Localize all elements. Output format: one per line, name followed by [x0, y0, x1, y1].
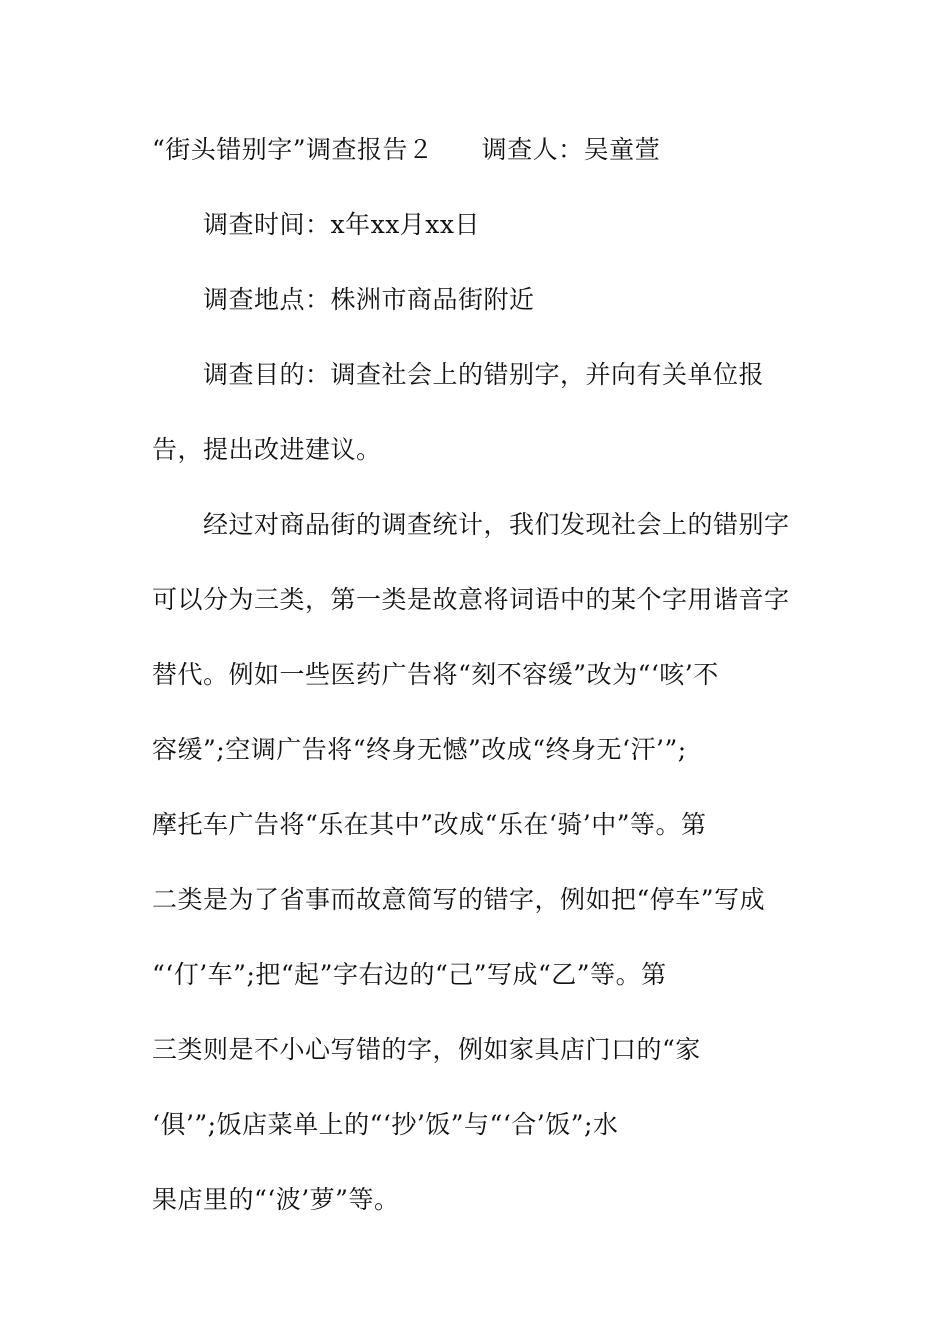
body-line: 经过对商品街的调查统计，我们发现社会上的错别字: [203, 510, 790, 539]
body-line: 摩托车广告将“乐在其中”改成“乐在‘骑’中”等。第: [152, 810, 707, 839]
body-line: 可以分为三类，第一类是故意将词语中的某个字用谐音字: [152, 585, 790, 614]
purpose-line-2: 告，提出改进建议。: [152, 435, 382, 464]
body-line: 二类是为了省事而故意简写的错字，例如把“停车”写成: [152, 885, 766, 914]
body-line: 果店里的“‘波’萝”等。: [152, 1185, 400, 1214]
survey-location: 调查地点：株洲市商品街附近: [203, 285, 535, 314]
report-title: “街头错别字”调查报告２: [152, 135, 434, 164]
investigator: 调查人：吴童萱: [481, 135, 661, 164]
survey-time: 调查时间：x年xx月xx日: [203, 210, 480, 239]
body-line: 三类则是不小心写错的字，例如家具店门口的“家: [152, 1035, 701, 1064]
body-line: ‘俱’”;饭店菜单上的“‘抄’饭”与“‘合’饭”;水: [152, 1110, 619, 1139]
body-line: “‘仃’车”;把“起”字右边的“己”写成“乙”等。第: [152, 960, 667, 989]
body-line: 替代。例如一些医药广告将“刻不容缓”改为“‘咳’不: [152, 660, 719, 689]
body-line: 容缓”;空调广告将“终身无憾”改成“终身无‘汗’”;: [152, 735, 687, 764]
purpose-line-1: 调查目的：调查社会上的错别字，并向有关单位报: [203, 360, 765, 389]
title-line: [152, 135, 660, 165]
